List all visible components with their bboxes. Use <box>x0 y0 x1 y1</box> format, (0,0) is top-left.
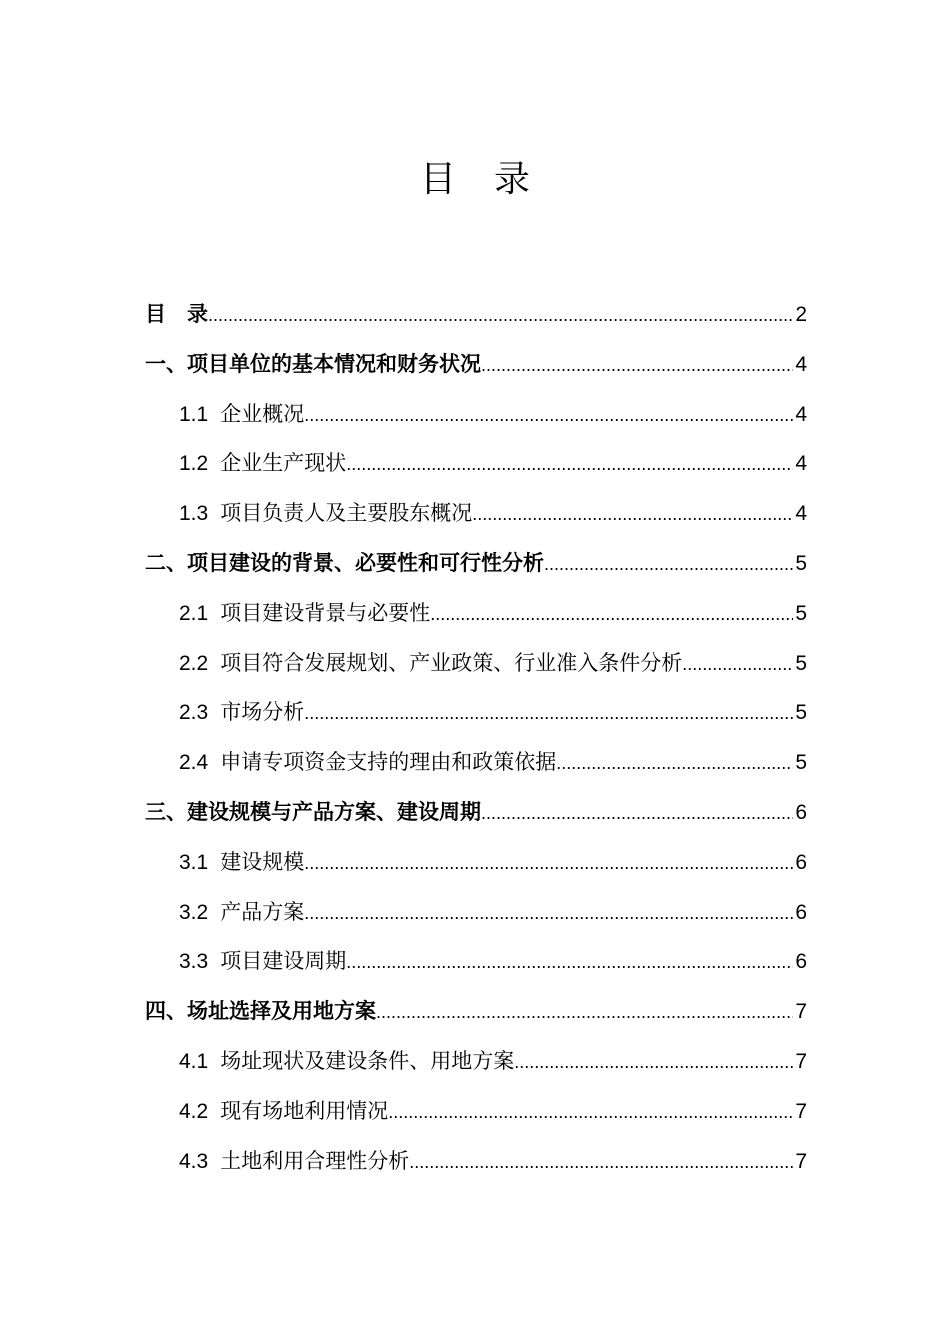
toc-entry[interactable] <box>145 290 807 340</box>
toc-entry-title: 二、项目建设的背景、必要性和可行性分析 <box>145 550 544 575</box>
toc-dot-leader <box>376 988 793 1038</box>
toc-entry-number: 1.3 <box>179 502 209 526</box>
toc-page-number: 7 <box>795 1049 807 1073</box>
toc-entry[interactable] <box>145 1037 807 1087</box>
toc-entry-number: 2.2 <box>179 651 209 675</box>
toc-dot-leader <box>409 1138 793 1188</box>
toc-dot-leader <box>346 938 793 988</box>
toc-entry-title: 企业概况 <box>220 401 305 426</box>
toc-entry-title: 企业生产现状 <box>220 451 347 476</box>
toc-dot-leader <box>682 640 793 690</box>
toc-entry[interactable] <box>145 439 807 489</box>
toc-entry[interactable] <box>145 489 807 539</box>
toc-entry[interactable] <box>145 788 807 838</box>
toc-entry[interactable] <box>145 639 807 689</box>
toc-entry-title: 建设规模 <box>220 849 305 874</box>
toc-entry[interactable] <box>145 688 807 738</box>
toc-entry-title: 项目符合发展规划、产业政策、行业准入条件分析 <box>220 650 683 675</box>
toc-entry[interactable] <box>145 390 807 440</box>
toc-entry-number: 2.4 <box>179 751 209 775</box>
page-title: 目录 <box>419 159 568 200</box>
toc-entry-number: 2.1 <box>179 601 209 625</box>
toc-entry-title: 目 录 <box>145 302 208 326</box>
toc-entry-title: 市场分析 <box>220 700 305 725</box>
toc-page-number: 5 <box>795 551 807 575</box>
toc-page-number: 6 <box>795 850 807 874</box>
toc-entry-number: 3.2 <box>179 900 209 924</box>
toc-entry-title: 场址现状及建设条件、用地方案 <box>220 1048 515 1073</box>
toc-dot-leader <box>388 1088 793 1138</box>
toc-entry[interactable] <box>145 1087 807 1137</box>
toc-entry-number: 3.3 <box>179 950 209 974</box>
toc-page-number: 4 <box>795 402 807 426</box>
toc-dot-leader <box>544 540 793 590</box>
toc-page-number: 6 <box>795 950 807 974</box>
toc-entry-number: 4.1 <box>179 1049 209 1073</box>
toc-entry-title: 一、项目单位的基本情况和财务状况 <box>145 351 481 376</box>
toc-dot-leader <box>481 789 793 839</box>
toc-dot-leader <box>514 1038 793 1088</box>
toc-entry[interactable] <box>145 838 807 888</box>
toc-entry-title: 项目建设周期 <box>220 949 347 974</box>
toc-entry[interactable] <box>145 1137 807 1187</box>
toc-entry-title: 产品方案 <box>220 899 305 924</box>
toc-entry[interactable] <box>145 589 807 639</box>
toc-dot-leader <box>472 490 793 540</box>
toc-page-number: 5 <box>795 651 807 675</box>
toc-dot-leader <box>304 689 793 739</box>
toc-dot-leader <box>304 889 793 939</box>
table-of-contents <box>145 290 807 1186</box>
toc-dot-leader <box>208 291 793 341</box>
toc-entry-title: 现有场地利用情况 <box>220 1098 389 1123</box>
toc-page-number: 2 <box>795 303 807 326</box>
toc-page-number: 6 <box>795 800 807 824</box>
toc-entry[interactable] <box>145 738 807 788</box>
toc-dot-leader <box>304 839 793 889</box>
toc-dot-leader <box>346 440 793 490</box>
toc-page-number: 5 <box>795 701 807 725</box>
toc-entry[interactable] <box>145 987 807 1037</box>
toc-page-number: 5 <box>795 751 807 775</box>
toc-entry-number: 3.1 <box>179 850 209 874</box>
toc-entry-number: 4.2 <box>179 1099 209 1123</box>
toc-entry-title: 四、场址选择及用地方案 <box>145 999 376 1024</box>
toc-page-number: 4 <box>795 352 807 376</box>
toc-page-number: 7 <box>795 1000 807 1024</box>
toc-entry-title: 土地利用合理性分析 <box>220 1148 410 1173</box>
toc-entry-title: 项目建设背景与必要性 <box>220 600 431 625</box>
toc-dot-leader <box>304 391 793 441</box>
toc-entry[interactable] <box>145 340 807 390</box>
toc-dot-leader <box>481 341 793 391</box>
toc-entry[interactable] <box>145 937 807 987</box>
toc-entry-title: 三、建设规模与产品方案、建设周期 <box>145 799 481 824</box>
toc-page-number: 7 <box>795 1149 807 1173</box>
toc-page-number: 7 <box>795 1099 807 1123</box>
toc-entry-number: 2.3 <box>179 701 209 725</box>
toc-page-number: 4 <box>795 452 807 476</box>
toc-entry-number: 1.2 <box>179 452 209 476</box>
toc-page-number: 6 <box>795 900 807 924</box>
toc-dot-leader <box>430 590 793 640</box>
toc-page-number: 5 <box>795 601 807 625</box>
toc-entry[interactable] <box>145 888 807 938</box>
toc-page-number: 4 <box>795 502 807 526</box>
toc-dot-leader <box>556 739 793 789</box>
toc-entry-number: 4.3 <box>179 1149 209 1173</box>
toc-entry-title: 项目负责人及主要股东概况 <box>220 501 473 526</box>
toc-entry[interactable] <box>145 539 807 589</box>
toc-entry-number: 1.1 <box>179 402 209 426</box>
toc-entry-title: 申请专项资金支持的理由和政策依据 <box>220 750 557 775</box>
